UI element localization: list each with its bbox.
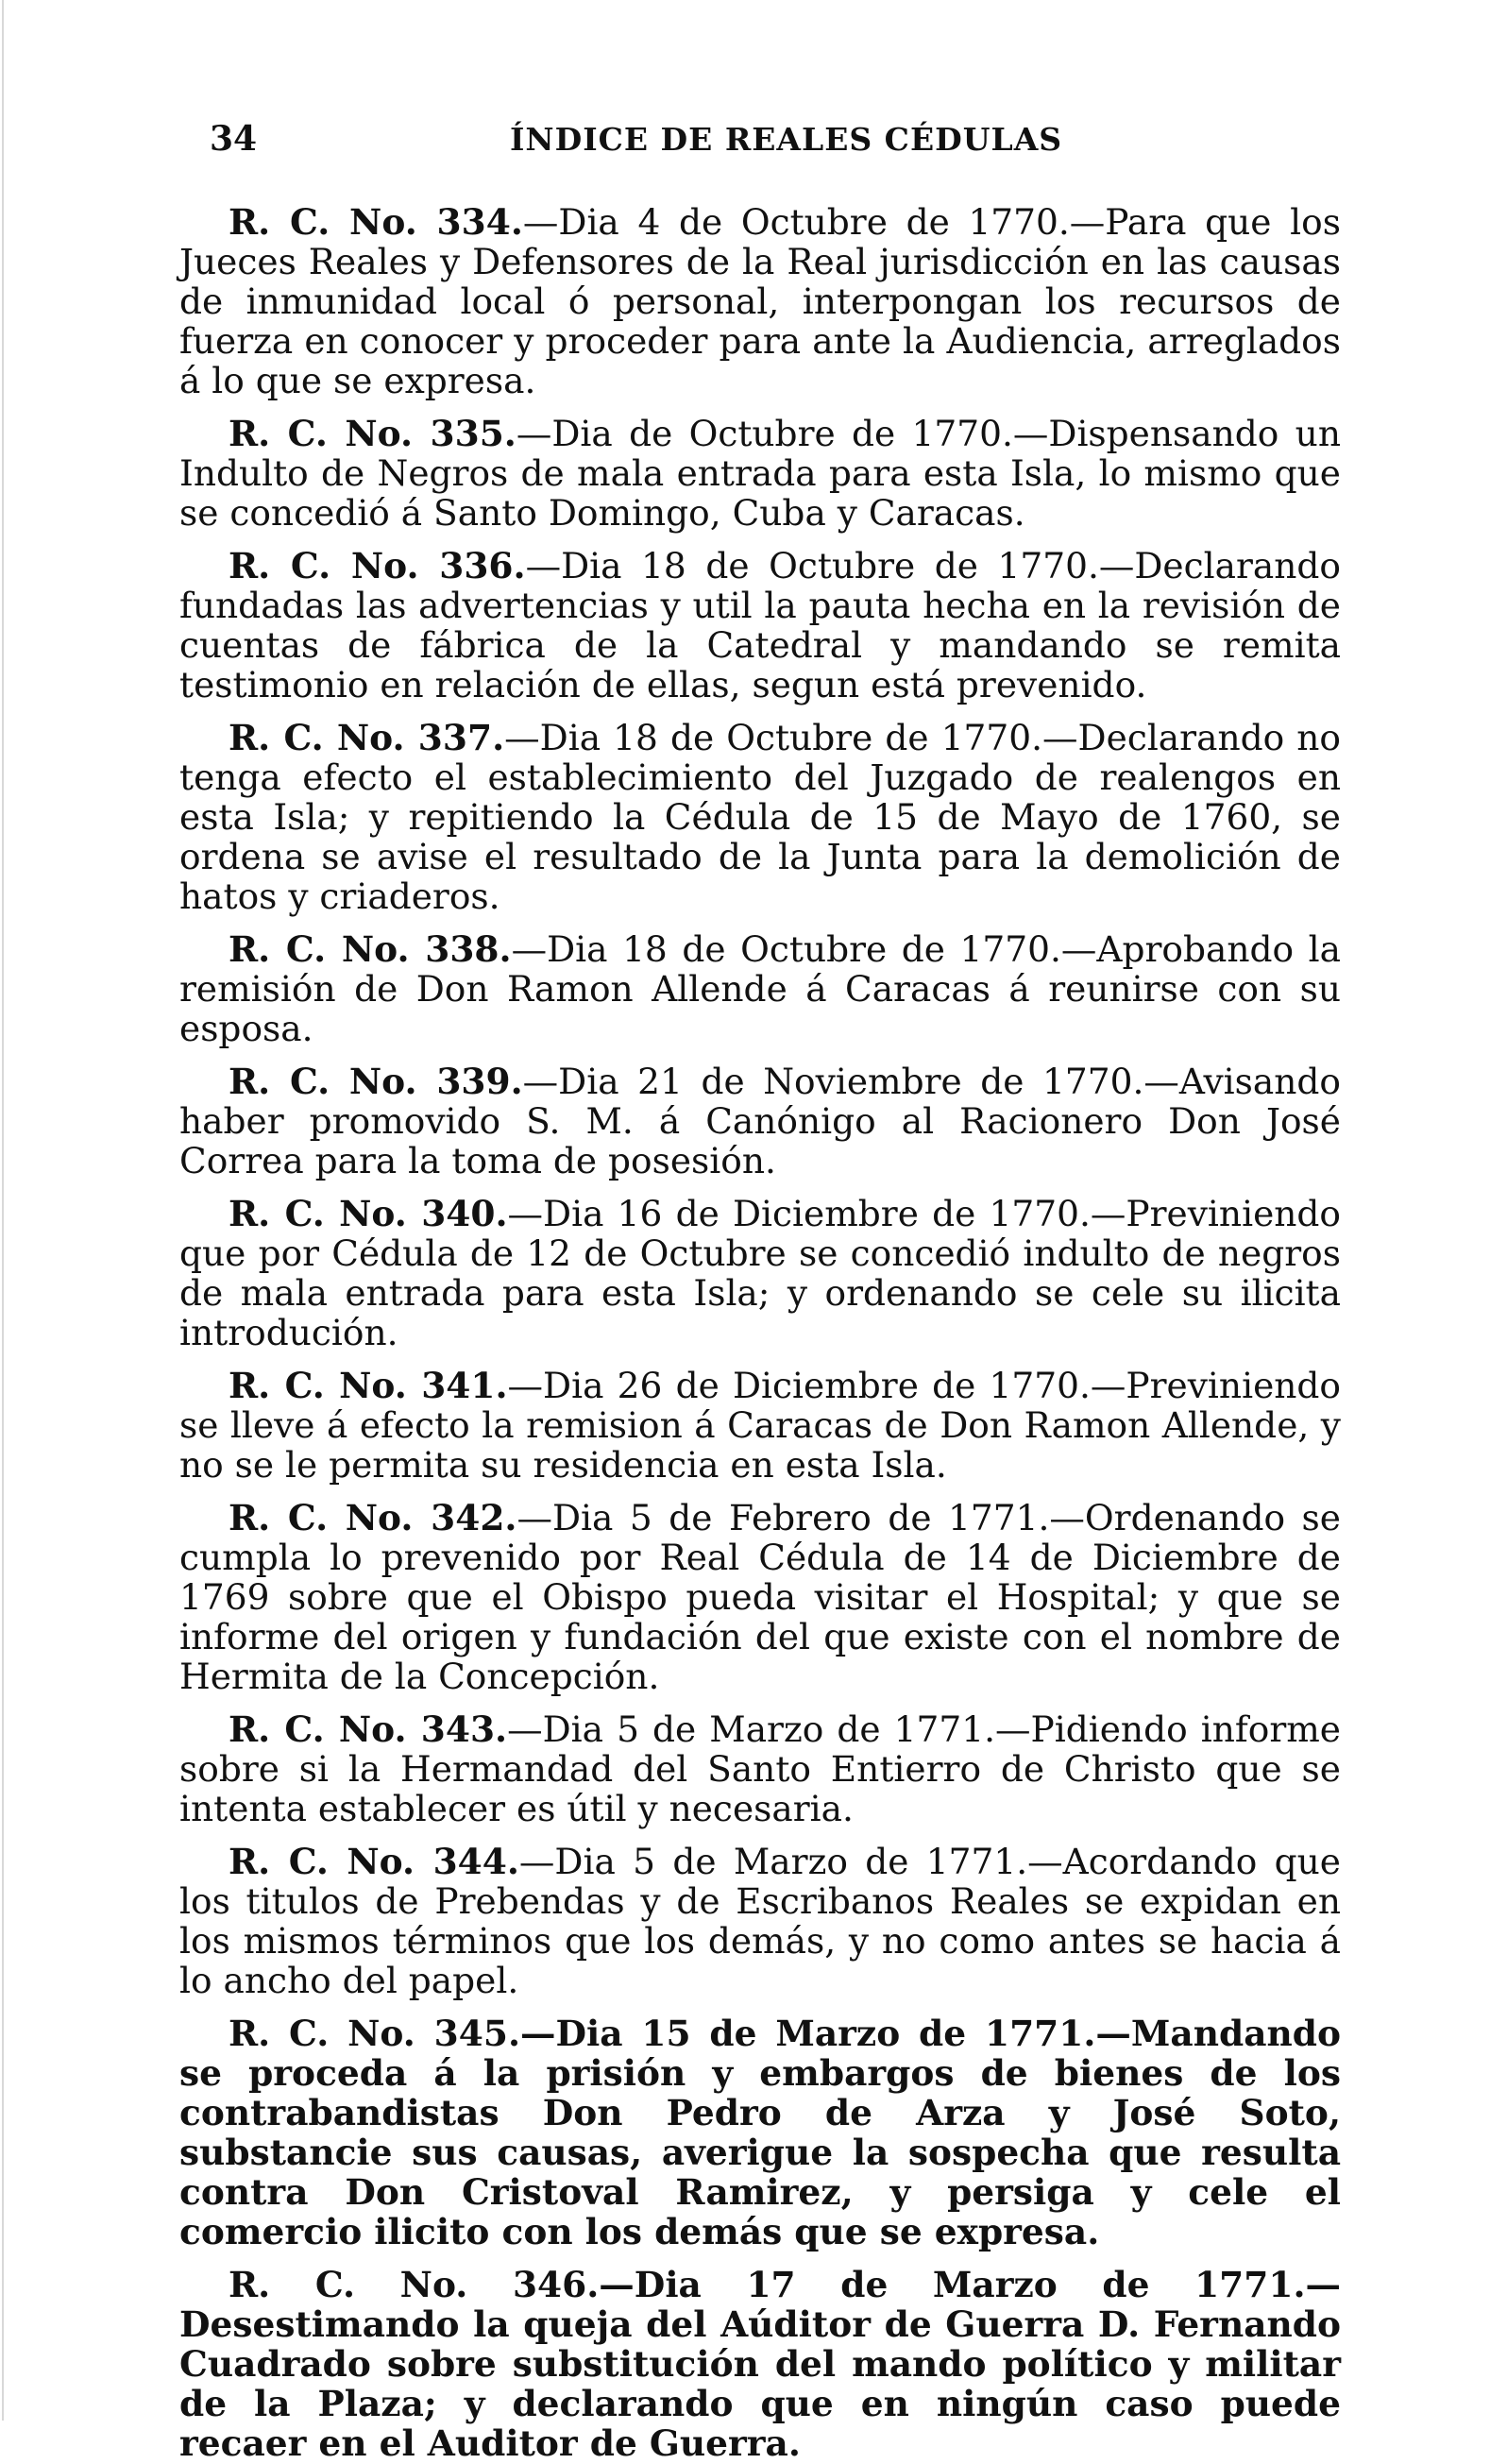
cedula-text: —Dia 5 de Febrero de 1771.—Ordenando se cumpla lo prevenido por Real Cédula de 14 de Diciembre de 1769 sobre que el Obispo pueda visitar el Hospital; y que se informe del origen y fundación del que existe con el nombre de Hermita de la Concepción. [179,1497,1341,1697]
cedula-ref: R. C. No. 345. [229,2013,520,2054]
cedula-text: —Dia 16 de Diciembre de 1770.—Previniendo que por Cédula de 12 de Octubre se concedió indulto de negros de mala entrada para esta Isla; y ordenando se cele su ilicita introdución. [179,1193,1342,1353]
cedula-text: —Dia 5 de Marzo de 1771.—Acordando que los titulos de Prebendas y de Escribanos Reales se expidan en los mismos términos que los demás, y no como antes se hacia á lo ancho del papel. [179,1841,1341,2001]
cedula-entry-340 [179,1194,1341,1352]
cedula-ref: R. C. No. 342. [229,1497,517,1538]
cedula-entry-342 [179,1498,1341,1696]
cedula-text: —Dia de Octubre de 1770.—Dispensando un Indulto de Negros de mala entrada para esta Isla, lo mismo que se concedió á Santo Domingo, Cuba y Caracas. [179,413,1341,534]
cedula-entry-334 [179,202,1341,400]
cedula-ref: R. C. No. 346. [229,2264,600,2305]
cedula-list [179,202,1341,2463]
cedula-ref: R. C. No. 340. [229,1193,508,1234]
cedula-ref: R. C. No. 336. [229,545,526,586]
cedula-ref: R. C. No. 335. [229,413,516,454]
page-number: 34 [210,119,258,159]
page-header [179,111,1341,168]
cedula-text: —Dia 26 de Diciembre de 1770.—Previniendo se lleve á efecto la remision á Caracas de Don Ramon Allende, y no se le permita su residencia en esta Isla. [179,1365,1342,1486]
cedula-entry-336 [179,546,1341,705]
cedula-entry-343 [179,1709,1341,1828]
cedula-text: —Dia 21 de Noviembre de 1770.—Avisando haber promovido S. M. á Canónigo al Racionero Don José Correa para la toma de posesión. [179,1061,1341,1181]
cedula-entry-337 [179,718,1341,916]
cedula-entry-339 [179,1062,1341,1181]
cedula-entry-344 [179,1842,1341,2000]
cedula-ref: R. C. No. 339. [229,1061,523,1102]
cedula-entry-345 [179,2014,1341,2252]
running-title: ÍNDICE DE REALES CÉDULAS [510,121,1063,158]
cedula-text: —Dia 17 de Marzo de 1771.—Desestimando la queja del Aúditor de Guerra D. Fernando Cuadrado sobre substitución del mando político y militar de la Plaza; y declarando que en ningún caso puede recaer en el Auditor de Guerra. [179,2264,1342,2464]
cedula-text: —Dia 18 de Octubre de 1770.—Declarando fundadas las advertencias y util la pauta hecha en la revisión de cuentas de fábrica de la Catedral y mandando se remita testimonio en relación de ellas, segun está prevenido. [179,545,1341,705]
cedula-text: —Dia 15 de Marzo de 1771.—Mandando se proceda á la prisión y embargos de bienes de los contrabandistas Don Pedro de Arza y José Soto, substancie sus causas, averigue la sospecha que resulta contra Don Cristoval Ramirez, y persiga y cele el comercio ilicito con los demás que se expresa. [179,2013,1341,2252]
cedula-entry-335 [179,414,1341,533]
page-edge [2,0,4,2421]
cedula-text: —Dia 18 de Octubre de 1770.—Aprobando la remisión de Don Ramon Allende á Caracas á reunirse con su esposa. [179,928,1341,1049]
cedula-ref: R. C. No. 343. [229,1708,508,1750]
cedula-ref: R. C. No. 341. [229,1365,508,1406]
cedula-ref: R. C. No. 344. [229,1841,519,1882]
document-page [179,111,1342,2464]
cedula-ref: R. C. No. 334. [229,201,523,243]
cedula-text: —Dia 4 de Octubre de 1770.—Para que los Jueces Reales y Defensores de la Real jurisdicción en las causas de inmunidad local ó personal, interpongan los recursos de fuerza en conocer y proceder para ante la Audiencia, arreglados á lo que se expresa. [179,201,1341,401]
cedula-ref: R. C. No. 337. [229,717,505,758]
cedula-entry-346 [179,2265,1341,2463]
cedula-ref: R. C. No. 338. [229,928,512,970]
cedula-text: —Dia 18 de Octubre de 1770.—Declarando no tenga efecto el establecimiento del Juzgado de realengos en esta Isla; y repitiendo la Cédula de 15 de Mayo de 1760, se ordena se avise el resultado de la Junta para la demolición de hatos y criaderos. [179,717,1341,917]
cedula-text: —Dia 5 de Marzo de 1771.—Pidiendo informe sobre si la Hermandad del Santo Entierro de Christo que se intenta establecer es útil y necesaria. [179,1708,1341,1829]
cedula-entry-341 [179,1366,1341,1485]
cedula-entry-338 [179,929,1341,1048]
